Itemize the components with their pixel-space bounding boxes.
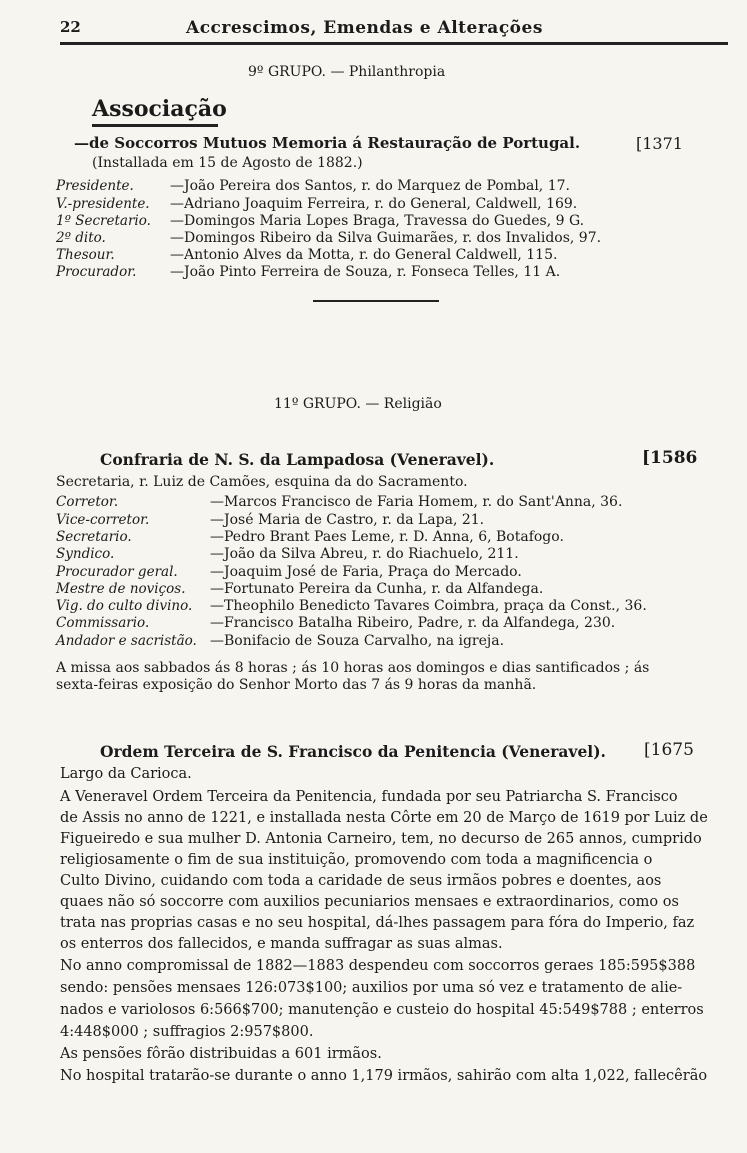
officer-entry: —Theophilo Benedicto Tavares Coimbra, praça da Const., 36. — [210, 598, 647, 614]
paragraph-line: nados e variolosos 6:566$700; manutenção e custeio do hospital 45:549$788 ; enterros — [60, 1002, 704, 1018]
officer-entry: —Joaquim José de Faria, Praça do Mercado. — [210, 564, 522, 580]
confraria-name: Confraria de N. S. da Lampadosa (Veneravel). — [100, 450, 495, 469]
officer-role: Vice-corretor. — [56, 512, 150, 528]
paragraph-line: sendo: pensões mensaes 126:073$100; auxilios por uma só vez e tratamento de alie- — [60, 980, 683, 996]
officer-entry: —Marcos Francisco de Faria Homem, r. do Sant'Anna, 36. — [210, 494, 623, 510]
officer-entry: —Domingos Ribeiro da Silva Guimarães, r. dos Invalidos, 97. — [170, 230, 602, 246]
officer-entry: —João Pinto Ferreira de Souza, r. Fonseca Telles, 11 A. — [170, 264, 561, 280]
paragraph-line: trata nas proprias casas e no seu hospital, dá-lhes passagem para fóra do Imperio, faz — [60, 915, 695, 931]
section-title: Associação — [92, 96, 218, 127]
officer-role: Commissario. — [56, 615, 150, 631]
group9-heading: 9º GRUPO. — Philanthropia — [248, 64, 446, 80]
page-number: 22 — [60, 18, 81, 36]
officer-entry: —José Maria de Castro, r. da Lapa, 21. — [210, 512, 485, 528]
officer-entry: —Domingos Maria Lopes Braga, Travessa do Guedes, 9 G. — [170, 213, 585, 229]
ordem-location: Largo da Carioca. — [60, 766, 192, 782]
confraria-secretaria: Secretaria, r. Luiz de Camões, esquina da do Sacramento. — [56, 474, 468, 490]
paragraph-line: os enterros dos fallecidos, e manda suffragar as suas almas. — [60, 936, 503, 952]
paragraph-line: No anno compromissal de 1882—1883 despendeu com soccorros geraes 185:595$388 — [60, 958, 696, 974]
officer-role: Procurador geral. — [56, 564, 178, 580]
officer-entry: —Fortunato Pereira da Cunha, r. da Alfandega. — [210, 581, 544, 597]
officer-role: Vig. do culto divino. — [56, 598, 193, 614]
officer-entry: —João da Silva Abreu, r. do Riachuelo, 211. — [210, 546, 519, 562]
paragraph-line: Figueiredo e sua mulher D. Antonia Carneiro, tem, no decurso de 265 annos, cumprido — [60, 831, 702, 847]
ordem-name: Ordem Terceira de S. Francisco da Penitencia (Veneravel). — [100, 742, 606, 761]
officer-entry: —Francisco Batalha Ribeiro, Padre, r. da Alfandega, 230. — [210, 615, 616, 631]
officer-role: Syndico. — [56, 546, 115, 562]
officer-role: Presidente. — [56, 178, 134, 194]
mass-line: A missa aos sabbados ás 8 horas ; ás 10 horas aos domingos e dias santificados ; ás — [56, 660, 650, 676]
officer-role: V.-presidente. — [56, 196, 150, 212]
officer-role: 1º Secretario. — [56, 213, 151, 229]
paragraph-line: 4:448$000 ; suffragios 2:957$800. — [60, 1024, 314, 1040]
assoc1-installed: (Installada em 15 de Agosto de 1882.) — [92, 155, 363, 171]
officer-role: Mestre de noviços. — [56, 581, 186, 597]
paragraph-line: quaes não só soccorre com auxilios pecuniarios mensaes e extraordinarios, como os — [60, 894, 679, 910]
officer-role: Secretario. — [56, 529, 132, 545]
officer-entry: —Pedro Brant Paes Leme, r. D. Anna, 6, Botafogo. — [210, 529, 564, 545]
paragraph-line: A Veneravel Ordem Terceira da Penitencia, fundada por seu Patriarcha S. Francisco — [60, 789, 678, 805]
officer-role: Corretor. — [56, 494, 119, 510]
officer-entry: —Antonio Alves da Motta, r. do General Caldwell, 115. — [170, 247, 558, 263]
assoc1-name: —de Soccorros Mutuos Memoria á Restauração de Portugal. — [74, 134, 581, 152]
officer-role: Procurador. — [56, 264, 137, 280]
ordem-number: [1675 — [644, 740, 694, 760]
mass-line: sexta-feiras exposição do Senhor Morto das 7 ás 9 horas da manhã. — [56, 677, 537, 693]
confraria-number: [1586 — [642, 448, 698, 468]
group11-heading: 11º GRUPO. — Religião — [274, 396, 442, 412]
assoc1-number: [1371 — [636, 134, 683, 153]
officer-role: Thesour. — [56, 247, 115, 263]
section-divider — [313, 300, 439, 302]
officer-entry: —Bonifacio de Souza Carvalho, na igreja. — [210, 633, 505, 649]
paragraph-line: As pensões fôrão distribuidas a 601 irmãos. — [60, 1046, 382, 1062]
paragraph-line: religiosamente o fim de sua instituição, promovendo com toda a magnificencia o — [60, 852, 653, 868]
officer-role: Andador e sacristão. — [56, 633, 197, 649]
paragraph-line: de Assis no anno de 1221, e installada nesta Côrte em 20 de Março de 1619 por Luiz de — [60, 810, 708, 826]
officer-entry: —Adriano Joaquim Ferreira, r. do General, Caldwell, 169. — [170, 196, 578, 212]
running-title: Accrescimos, Emendas e Alterações — [186, 18, 543, 38]
paragraph-line: No hospital tratarão-se durante o anno 1,179 irmãos, sahirão com alta 1,022, fallecêrão — [60, 1068, 708, 1084]
officer-entry: —João Pereira dos Santos, r. do Marquez de Pombal, 17. — [170, 178, 570, 194]
paragraph-line: Culto Divino, cuidando com toda a caridade de seus irmãos pobres e doentes, aos — [60, 873, 662, 889]
header-rule — [60, 42, 728, 45]
officer-role: 2º dito. — [56, 230, 106, 246]
